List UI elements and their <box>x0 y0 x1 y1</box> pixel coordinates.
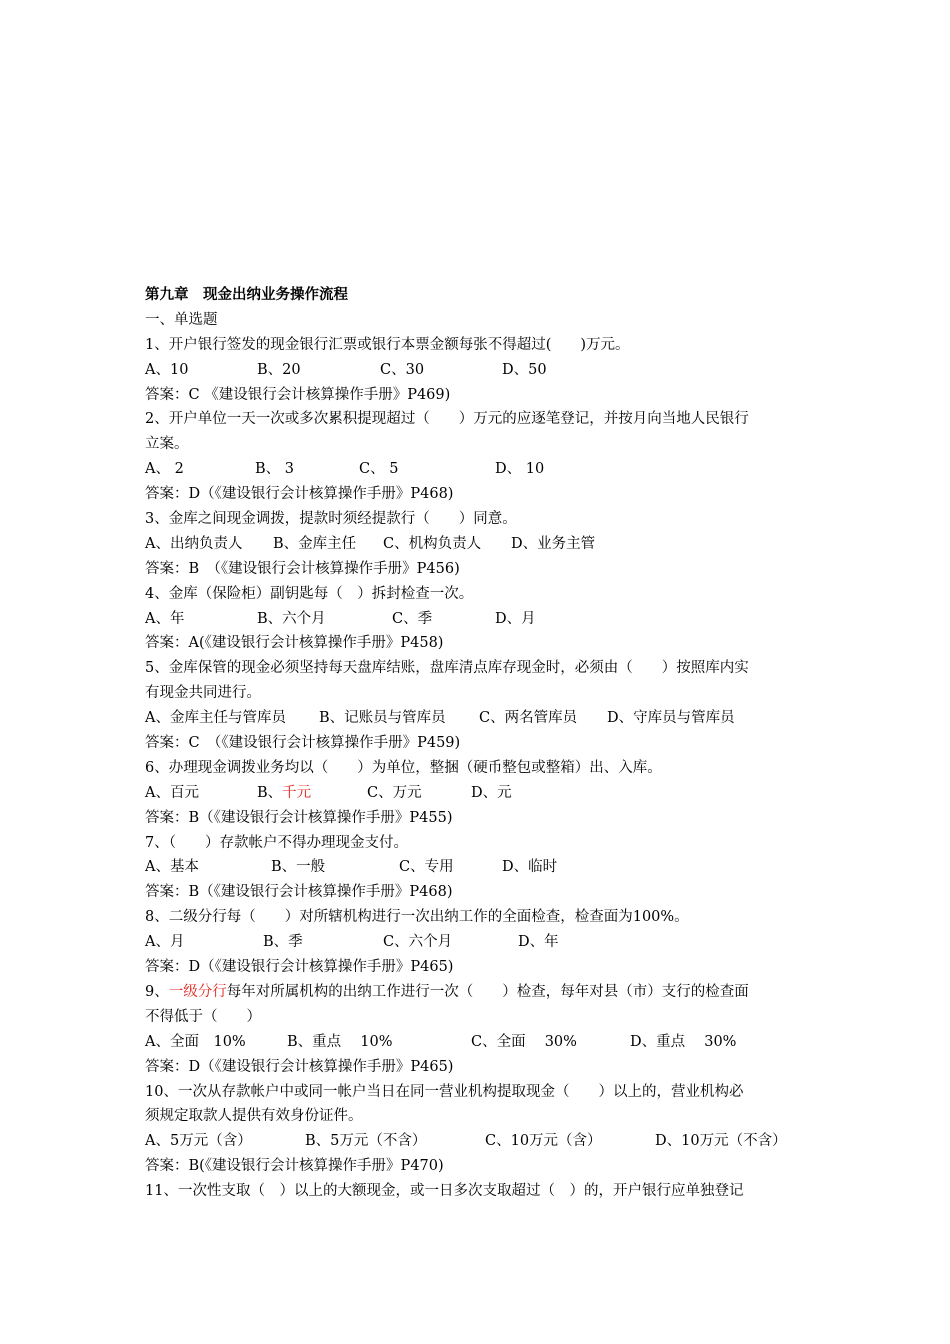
option-c: C、六个月 <box>383 934 453 951</box>
question-7: 7、（ ）存款帐户不得办理现金支付。 <box>145 834 408 851</box>
question-2-options <box>145 457 810 482</box>
option-c: C、10万元（含） <box>485 1133 602 1150</box>
option-c: C、30 <box>380 361 425 378</box>
option-d: D、元 <box>471 784 512 801</box>
option-d: D、10万元（不含） <box>655 1133 787 1150</box>
question-9-cont: 不得低于（ ） <box>145 1008 261 1025</box>
question-1: 1、开户银行签发的现金银行汇票或银行本票金额每张不得超过( )万元。 <box>145 336 630 353</box>
option-a: A、出纳负责人 <box>145 535 243 552</box>
question-8-options <box>145 930 810 955</box>
option-a: A、全面 10% <box>145 1033 246 1050</box>
question-5-cont: 有现金共同进行。 <box>145 685 261 702</box>
option-c: C、两名管库员 <box>479 710 578 727</box>
question-10-cont: 须规定取款人提供有效身份证件。 <box>145 1108 363 1125</box>
option-a: A、5万元（含） <box>145 1133 252 1150</box>
option-b: B、20 <box>257 361 301 378</box>
option-c: C、季 <box>392 610 433 627</box>
question-10-options <box>145 1129 810 1154</box>
option-b <box>257 781 311 806</box>
option-a: A、10 <box>145 361 189 378</box>
question-9 <box>145 980 810 1005</box>
question-5-options <box>145 706 810 731</box>
document-body <box>145 283 810 1204</box>
answer-1: 答案：C 《建设银行会计核算操作手册》P469) <box>145 386 451 403</box>
option-d: D、 10 <box>495 461 545 478</box>
section-title: 一、单选题 <box>145 311 218 328</box>
option-b: B、一般 <box>271 859 326 876</box>
option-d: D、重点 30% <box>630 1033 737 1050</box>
option-a: A、基本 <box>145 859 199 876</box>
answer-5: 答案：C （《建设银行会计核算操作手册》P459) <box>145 735 461 752</box>
answer-7: 答案：B（《建设银行会计核算操作手册》P468) <box>145 884 453 901</box>
question-3: 3、金库之间现金调拨，提款时须经提款行（ ）同意。 <box>145 511 517 528</box>
option-c: C、全面 30% <box>471 1033 577 1050</box>
answer-3: 答案：B （《建设银行会计核算操作手册》P456) <box>145 560 460 577</box>
question-3-options <box>145 532 810 557</box>
question-4: 4、金库（保险柜）副钥匙每（ ）拆封检查一次。 <box>145 585 474 602</box>
option-a: A、百元 <box>145 784 199 801</box>
option-b: B、季 <box>263 934 303 951</box>
option-b: B、六个月 <box>257 610 326 627</box>
question-1-options <box>145 358 810 383</box>
option-b-prefix: B、 <box>257 784 283 801</box>
question-9-number: 9、 <box>145 983 169 1000</box>
option-a: A、金库主任与管库员 <box>145 710 286 727</box>
option-b: B、金库主任 <box>273 535 357 552</box>
answer-4: 答案：A(《建设银行会计核算操作手册》P458) <box>145 635 444 652</box>
question-6: 6、办理现金调拨业务均以（ ）为单位，整捆（硬币整包或整箱）出、入库。 <box>145 759 662 776</box>
option-d: D、业务主管 <box>511 535 596 552</box>
answer-6: 答案：B（《建设银行会计核算操作手册》P455) <box>145 809 453 826</box>
question-11: 11、一次性支取（ ）以上的大额现金，或一日多次支取超过（ ）的，开户银行应单独登记 <box>145 1183 744 1200</box>
option-a: A、 2 <box>145 461 184 478</box>
question-9-options <box>145 1030 810 1055</box>
option-b: B、 3 <box>255 461 294 478</box>
question-8: 8、二级分行每（ ）对所辖机构进行一次出纳工作的全面检查，检查面为100%。 <box>145 909 689 926</box>
question-7-options <box>145 855 810 880</box>
option-a: A、年 <box>145 610 185 627</box>
answer-10: 答案：B(《建设银行会计核算操作手册》P470) <box>145 1158 444 1175</box>
option-c: C、 5 <box>359 461 399 478</box>
option-b-highlight: 千元 <box>282 784 312 801</box>
option-b: B、重点 10% <box>287 1033 393 1050</box>
option-b: B、记账员与管库员 <box>319 710 446 727</box>
option-d: D、守库员与管库员 <box>607 710 735 727</box>
question-9-text: 每年对所属机构的出纳工作进行一次（ ）检查，每年对县（市）支行的检查面 <box>226 983 749 1000</box>
question-5: 5、金库保管的现金必须坚持每天盘库结账，盘库清点库存现金时，必须由（ ）按照库内实 <box>145 660 749 677</box>
question-2-cont: 立案。 <box>145 436 189 453</box>
question-9-highlight: 一级分行 <box>168 983 227 1000</box>
question-4-options <box>145 607 810 632</box>
option-c: C、专用 <box>399 859 454 876</box>
option-d: D、年 <box>518 934 559 951</box>
answer-8: 答案：D（《建设银行会计核算操作手册》P465) <box>145 959 454 976</box>
answer-2: 答案：D（《建设银行会计核算操作手册》P468) <box>145 486 454 503</box>
question-10: 10、一次从存款帐户中或同一帐户当日在同一营业机构提取现金（ ）以上的，营业机构必 <box>145 1083 744 1100</box>
chapter-title: 第九章 现金出纳业务操作流程 <box>145 287 348 303</box>
question-2: 2、开户单位一天一次或多次累积提现超过（ ）万元的应逐笔登记，并按月向当地人民银行 <box>145 411 749 428</box>
option-b: B、5万元（不含） <box>305 1133 427 1150</box>
answer-9: 答案：D（《建设银行会计核算操作手册》P465) <box>145 1058 454 1075</box>
question-6-options <box>145 781 810 806</box>
option-d: D、50 <box>502 361 547 378</box>
option-c: C、机构负责人 <box>383 535 482 552</box>
option-a: A、月 <box>145 934 185 951</box>
option-d: D、临时 <box>502 859 558 876</box>
option-c: C、万元 <box>367 784 422 801</box>
option-d: D、月 <box>495 610 536 627</box>
